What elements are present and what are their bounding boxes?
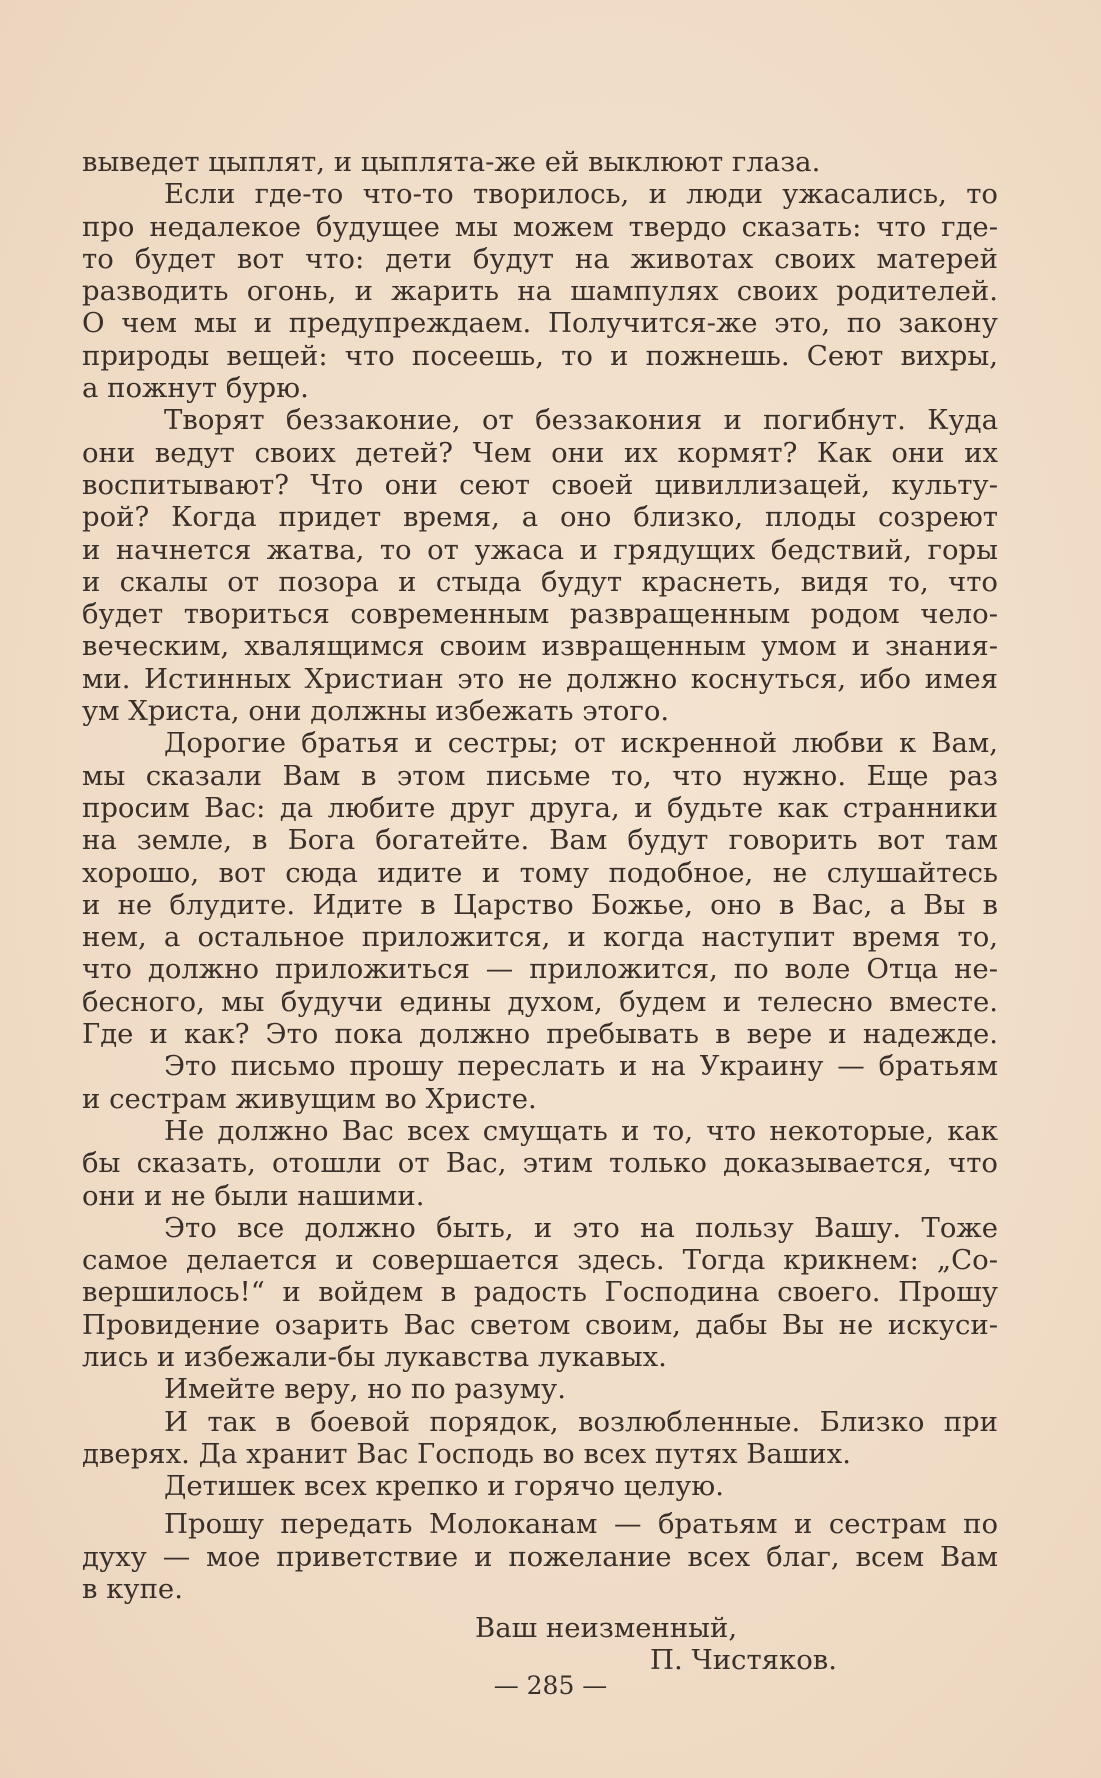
text-line: нем, а остальное приложится, и когда наступит время то, [82,921,998,954]
text-line: в купе. [82,1573,183,1606]
text-line: веческим, хвалящимся своим извращенным умом и знания- [82,630,998,663]
text-line: и начнется жатва, то от ужаса и грядущих бедствий, горы [82,533,998,566]
text-line: Это письмо прошу переслать и на Украину — братьям [164,1050,998,1083]
letter-closing: Ваш неизменный, [475,1612,738,1644]
text-line: бы сказать, отошли от Вас, этим только доказывается, что [82,1147,998,1180]
text-line: вершилось!“ и войдем в радость Господина своего. Прошу [82,1276,998,1309]
text-line: и сестрам живущим во Христе. [82,1082,537,1115]
text-line: что должно приложиться — приложится, по воле Отца не- [82,953,998,986]
text-line: бесного, мы будучи едины духом, будем и телесно вместе. [82,985,998,1018]
text-line: выведет цыплят, и цыплята-же ей выклюют глаза. [82,146,821,178]
text-line: то будет вот что: дети будут на животах своих матерей [82,242,998,275]
text-line: Провидение озарить Вас светом своим, дабы Вы не искуси- [82,1308,998,1341]
text-line: воспитывают? Что они сеют своей цивиллизацей, культу- [82,468,998,501]
text-line: Не должно Вас всех смущать и то, что некоторые, как [164,1114,998,1147]
text-line: духу — мое приветствие и пожелание всех благ, всем Вам [82,1540,998,1573]
text-line: Творят беззаконие, от беззакония и погибнут. Куда [164,404,998,437]
text-line: хорошо, вот сюда идите и тому подобное, не слушайтесь [82,856,998,889]
text-line: рой? Когда придет время, а оно близко, плоды созреют [82,501,998,534]
text-line: будет твориться современным развращенным родом чело- [82,598,998,631]
text-line: ум Христа, они должны избежать этого. [82,695,670,728]
text-line: на земле, в Бога богатейте. Вам будут говорить вот там [82,824,998,857]
text-line: О чем мы и предупреждаем. Получится-же это, по закону [82,307,998,340]
text-line: самое делается и совершается здесь. Тогда крикнем: „Со- [82,1244,998,1277]
text-line: И так в боевой порядок, возлюбленные. Близко при [164,1405,998,1438]
text-line: Детишек всех крепко и горячо целую. [164,1470,724,1503]
text-line: Если где-то что-то творилось, и люди ужасались, то [164,178,998,211]
text-line: дверях. Да хранит Вас Господь во всех путях Ваших. [82,1437,851,1470]
text-line: и не блудите. Идите в Царство Божье, оно в Вас, а Вы в [82,888,998,921]
text-line: природы вещей: что посеешь, то и пожнешь. Сеют вихры, [82,339,998,372]
text-line: Где и как? Это пока должно пребывать в вере и надежде. [82,1018,998,1051]
text-line: про недалекое будущее мы можем твердо сказать: что где- [82,210,998,243]
text-line: Имейте веру, но по разуму. [164,1373,566,1406]
text-line: лись и избежали-бы лукавства лукавых. [82,1340,667,1373]
text-line: они и не были нашими. [82,1179,425,1212]
letter-body [82,146,998,1605]
page-number: — 285 — [493,1671,608,1700]
text-line: Прошу передать Молоканам — братьям и сестрам по [164,1508,998,1541]
text-line: ми. Истинных Христиан это не должно коснуться, ибо имея [82,662,998,695]
text-line: а пожнут бурю. [82,372,309,405]
text-line: просим Вас: да любите друг друга, и будьте как странники [82,791,998,824]
text-line: и скалы от позора и стыда будут краснеть, видя то, что [82,565,998,598]
text-line: разводить огонь, и жарить на шампулях своих родителей. [82,275,998,308]
text-line: Это все должно быть, и это на пользу Вашу. Тоже [164,1211,998,1244]
letter-signature: П. Чистяков. [650,1644,837,1676]
text-line: мы сказали Вам в этом письме то, что нужно. Еще раз [82,759,998,792]
text-line: они ведут своих детей? Чем они их кормят? Как они их [82,436,998,469]
text-line: Дорогие братья и сестры; от искренной любви к Вам, [164,727,998,760]
